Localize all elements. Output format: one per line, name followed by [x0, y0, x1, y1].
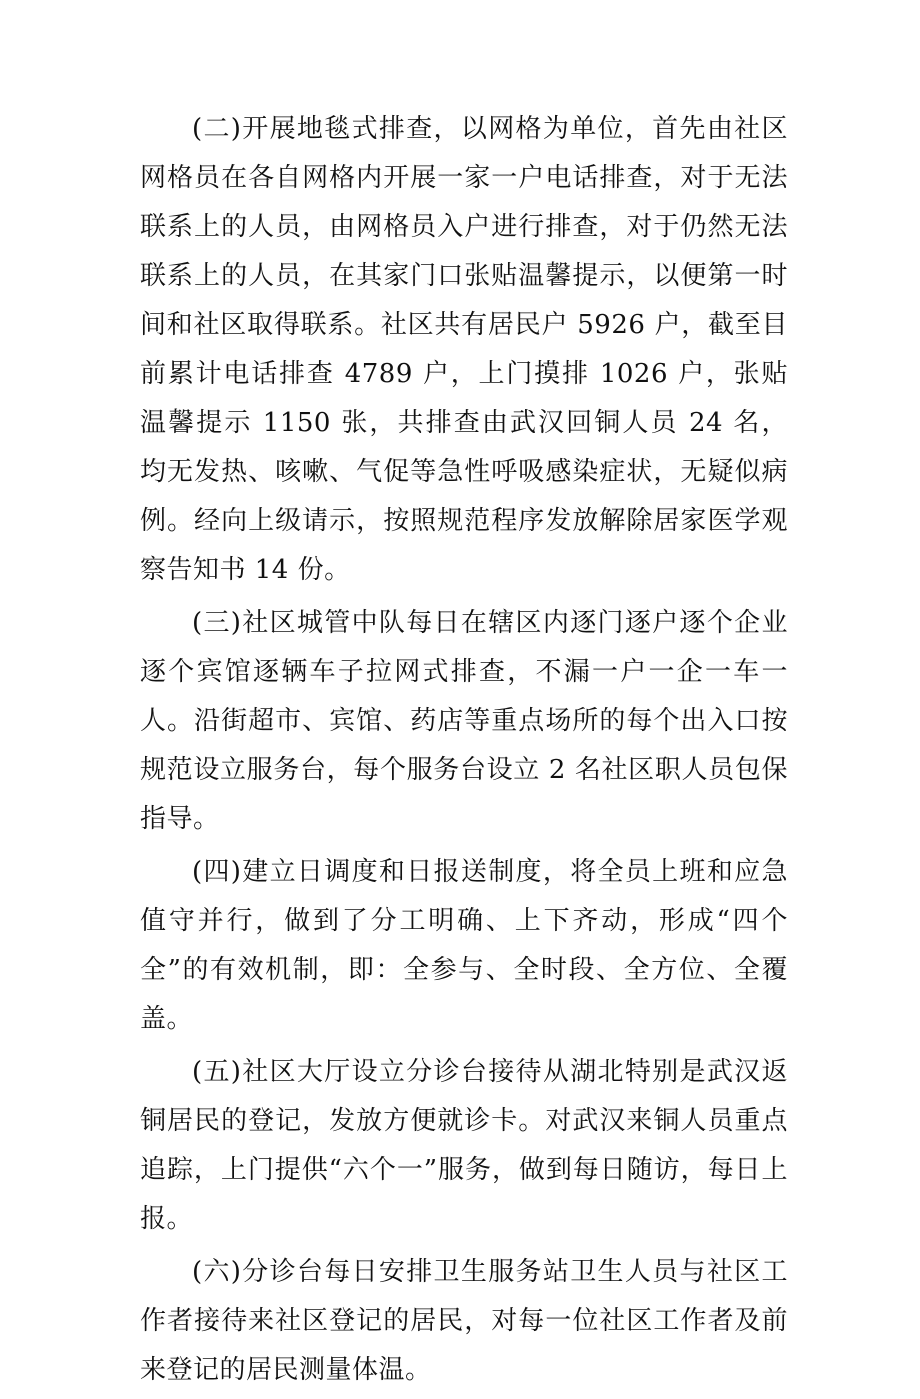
- document-body: [140, 105, 788, 1399]
- paragraph-5-triage-desk: (五)社区大厅设立分诊台接待从湖北特别是武汉返铜居民的登记，发放方便就诊卡。对武汉来铜人员重点追踪，上门提供“六个一”服务，做到每日随访，每日上报。: [140, 1057, 788, 1234]
- paragraph-4-daily-reporting: (四)建立日调度和日报送制度，将全员上班和应急值守并行，做到了分工明确、上下齐动，形成“四个全”的有效机制，即：全参与、全时段、全方位、全覆盖。: [140, 857, 788, 1034]
- paragraph-2-grid-screening: (二)开展地毯式排查，以网格为单位，首先由社区网格员在各自网格内开展一家一户电话排查，对于无法联系上的人员，由网格员入户进行排查，对于仍然无法联系上的人员，在其家门口张贴温馨提示，以便第一时间和社区取得联系。社区共有居民户 5926 户，截至目前累计电话排查 4789 户，上门摸排 1026 户，张贴温馨提示 1150 张，共排查由武汉回铜人员 24 名， 均无发热、咳嗽、气促等急性呼吸感染症状，无疑似病例。经向上级请示，按照规范程序发放解除居家医学观察告知书 14 份。: [140, 114, 788, 585]
- paragraph-6-temperature-check: (六)分诊台每日安排卫生服务站卫生人员与社区工作者接待来社区登记的居民，对每一位社区工作者及前来登记的居民测量体温。: [140, 1257, 788, 1385]
- paragraph-3-city-management: (三)社区城管中队每日在辖区内逐门逐户逐个企业逐个宾馆逐辆车子拉网式排查，不漏一户一企一车一人。沿街超市、宾馆、药店等重点场所的每个出入口按规范设立服务台，每个服务台设立 2 名社区职人员包保指导。: [140, 608, 788, 834]
